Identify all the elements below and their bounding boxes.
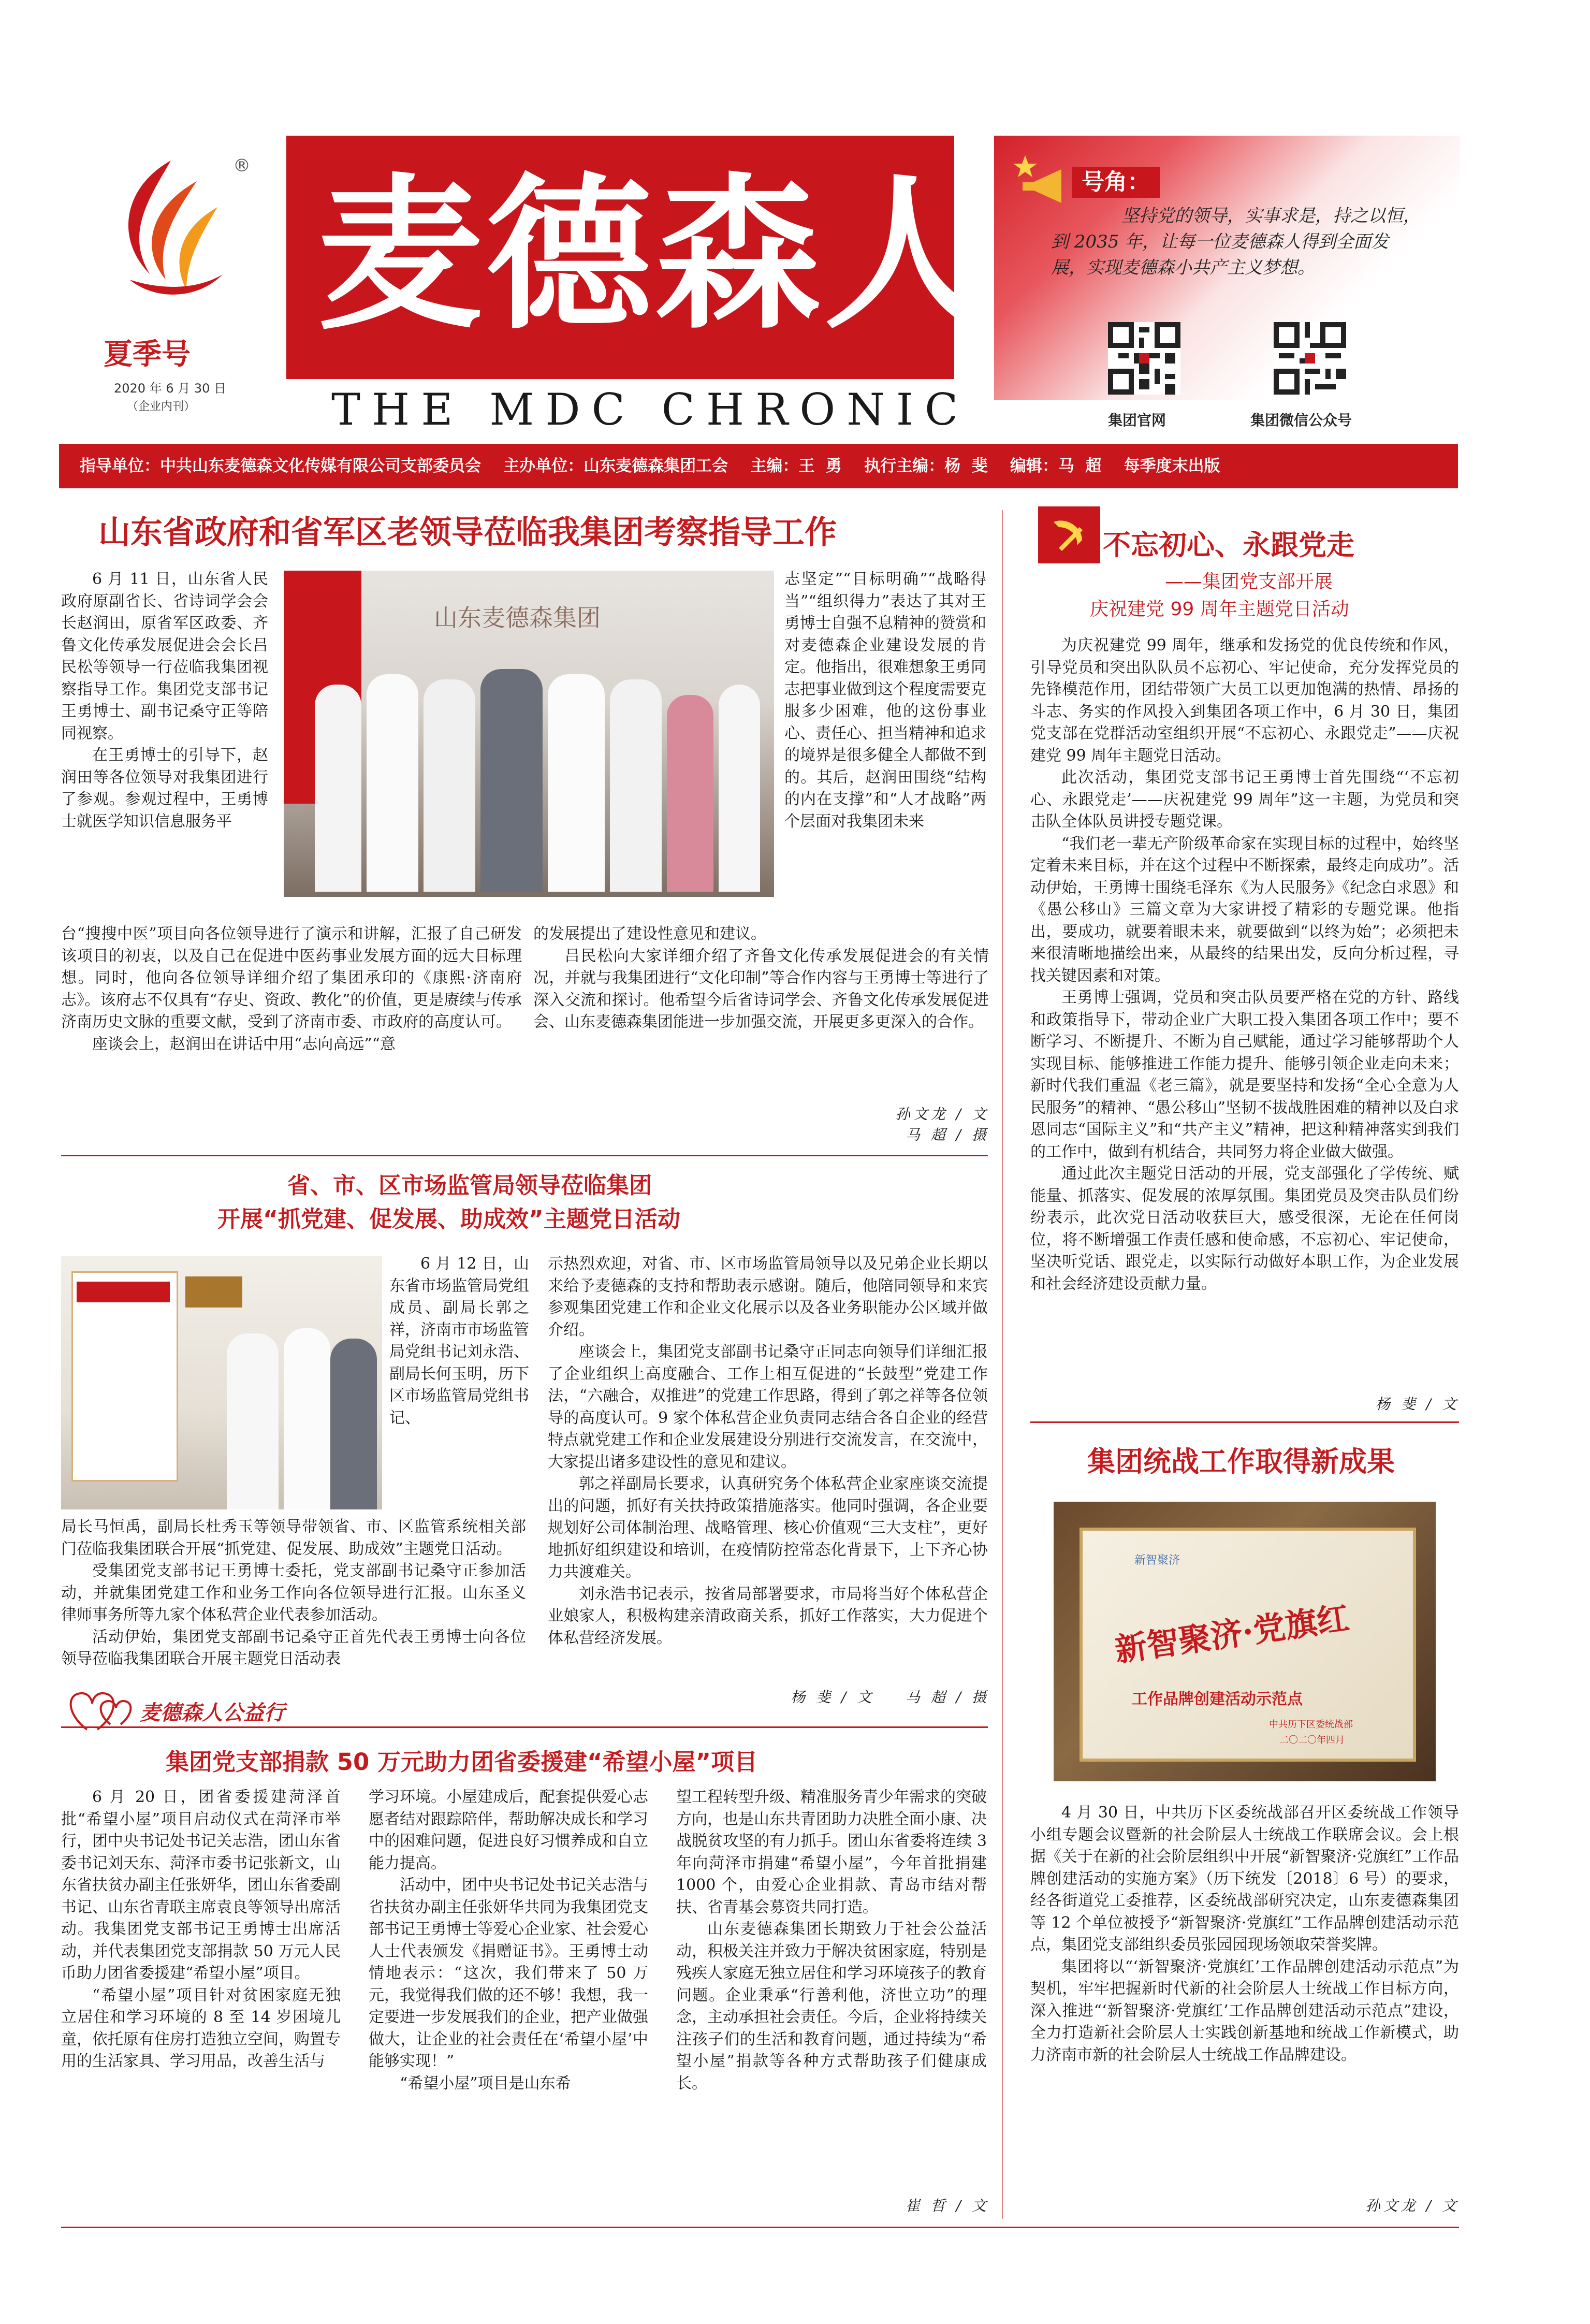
photo-people — [315, 664, 760, 897]
horn-panel — [994, 136, 1460, 400]
season-label: 夏季号 — [104, 338, 191, 371]
bottom-rule — [61, 2227, 1459, 2228]
article2-paragraph: 座谈会上，集团党支部副书记桑守正同志向领导们详细汇报了企业组织上高度融合、工作上相互促进的“长鼓型”党建工作法，“六融合，双推进”的党建工作思路，得到了郭之祥等各位领导的高度认可。9 家个体私营企业负责同志结合各自企业的经营特点就党建工作和企业发展建设分别进行交流发言，在交流中，大家提出诸多建设性的意见和建议。 — [548, 1343, 988, 1471]
article4-subhead2: 庆祝建党 99 周年主题党日活动 — [1090, 599, 1349, 620]
qr-official-site[interactable] — [1108, 322, 1180, 395]
article4-subhead1: ——集团党支部开展 — [1165, 571, 1333, 592]
award-plaque — [1054, 1502, 1436, 1781]
masthead-english-title: THE MDC CHRONIC — [331, 384, 970, 435]
article3-paragraph: 活动中，团中央书记处书记关志浩与省扶贫办副主任张妍华共同为我集团党支部书记王勇博士等爱心企业家、社会爱心人士代表颁发《捐赠证书》。王勇博士动情地表示：“这次，我们带来了 50 万元，我觉得我们做的还不够！我想，我一定要进一步发展我们的企业，把产业做强做大，让企业的社会责任在‘希望小屋’中能够实现！” — [369, 1876, 648, 2070]
plaque-title: 新智聚济·党旗红 — [1112, 1599, 1352, 1669]
plaque-subtitle: 工作品牌创建活动示范点 — [1132, 1690, 1303, 1708]
article3-headline: 集团党支部捐款 50 万元助力团省委援建“希望小屋”项目 — [166, 1748, 758, 1776]
article2-col2 — [548, 1253, 988, 1649]
article1-col1 — [61, 569, 268, 833]
article1-wide-right — [533, 923, 989, 1034]
article1-paragraph: 的发展提出了建设性意见和建议。 — [533, 925, 766, 943]
qr-official-label: 集团官网 — [1108, 412, 1166, 429]
article1-paragraph: 志坚定”“目标明确”“战略得当”“组织得力”表达了其对王勇博士自强不息精神的赞赏和对麦德森企业建设发展的肯定。他指出，很难想象王勇同志把事业做到这个程度需要克服多少困难，他的这份事业心、责任心、担当精神和追求的境界是很多健全人都做不到的。其后，赵润田围绕“结构的内在支撑”和“人才战略”两个层面对我集团未来 — [784, 570, 986, 831]
article5-headline: 集团统战工作取得新成果 — [1087, 1445, 1395, 1478]
masthead — [0, 0, 1590, 440]
article2-paragraph: 受集团党支部书记王勇博士委托，党支部副书记桑守正参加活动，并就集团党建工作和业务工作向各位领导进行汇报。山东圣义律师事务所等九家个体私营企业代表参加活动。 — [61, 1562, 526, 1624]
article3-paragraph: 6 月 20 日，团省委援建菏泽首批“希望小屋”项目启动仪式在菏泽市举行，团中央书记处书记关志浩，团山东省委书记刘天东、菏泽市委书记张新文，山东省扶贫办副主任张妍华，团山东省委副书记、山东省青联主席袁良等领导出席活动。我集团党支部书记王勇博士出席活动，并代表集团党支部捐款 50 万元人民币助力团省委援建“希望小屋”项目。 — [61, 1788, 341, 1982]
article1-byline-author: 孙文龙 / 文 — [895, 1106, 989, 1123]
article3-paragraph: 望工程转型升级、精准服务青少年需求的突破方向，也是山东共青团助力决胜全面小康、决战脱贫攻坚的有力抓手。团山东省委将连续 3 年向菏泽市捐建“希望小屋”，今年首批捐建 1000 个，由爱心企业捐款、青岛市结对帮扶、省青基会募资共同打造。 — [676, 1788, 987, 1916]
article2-paragraph: 郭之祥副局长要求，认真研究务个体私营企业家座谈交流提出的问题，抓好有关扶持政策措施落实。他同时强调，各企业要规划好公司体制治理、战略管理、核心价值观“三大支柱”，更好地抓好组织建设和培训，在疫情防控常态化背景下，上下齐心协力共渡难关。 — [548, 1475, 988, 1581]
article1-paragraph: 在王勇博士的引导下，赵润田等各位领导对我集团进行了参观。参观过程中，王勇博士就医学知识信息服务平 — [61, 746, 268, 831]
article5-body — [1030, 1802, 1459, 2066]
article1-paragraph: 座谈会上，赵润田在讲话中用“志向高远”“意 — [92, 1035, 396, 1053]
article4-paragraph: “我们老一辈无产阶级革命家在实现目标的过程中，始终坚定着未来目标，并在这个过程中不断探索，最终走向成功”。活动伊始，王勇博士围绕毛泽东《为人民服务》《纪念白求恩》和《愚公移山》三篇文章为大家讲授了精彩的专题党课。他指出，要成功，就要着眼未来，就要做到“以终为始”；必须把未来很清晰地描绘出来，从最终的结果出发，反向分析过程，寻找关键因素和对策。 — [1030, 834, 1459, 985]
article2-paragraph: 局长马恒禹，副局长杜秀玉等领导带领省、市、区监管系统相关部门莅临我集团联合开展“抓党建、促发展、助成效”主题党日活动。 — [61, 1518, 526, 1558]
article4-paragraph: 王勇博士强调，党员和突击队员要严格在党的方针、路线和政策指导下，带动企业广大职工投入集团各项工作中；要不断学习、不断提升、不断为自己赋能，通过学习能够帮助个人实现目标、能够推进工作能力提升、能够引领企业走向未来；新时代我们重温《老三篇》，就是要坚持和发扬“全心全意为人民服务”的精神、“愚公移山”坚韧不拔战胜困难的精神以及白求恩同志“国际主义”和“共产主义”精神，把这种精神落实到我们的工作中，做到有机结合，共同努力将企业做大做强。 — [1030, 989, 1459, 1161]
article3-byline: 崔 哲 / 文 — [905, 2197, 989, 2214]
horn-text: 坚持党的领导，实事求是，持之以恒，到 2035 年，让每一位麦德森人得到全面发展，实现麦德森小共产主义梦想。 — [1051, 206, 1421, 278]
article2-headline-line1: 省、市、区市场监管局领导莅临集团 — [287, 1172, 652, 1199]
info-bar-text: 指导单位：中共山东麦德森文化传媒有限公司支部委员会 主办单位：山东麦德森集团工会 主编：王 勇 执行主编：杨 斐 编辑：马 超 每季度末出版 — [80, 457, 1220, 475]
article3-paragraph: 学习环境。小屋建成后，配套提供爱心志愿者结对跟踪陪伴，帮助解决成长和学习中的困难问题，促进良好习惯养成和自立能力提高。 — [369, 1788, 648, 1872]
article3-paragraph: “希望小屋”项目针对贫困家庭无独立居住和学习环境的 8 至 14 岁困境儿童，依托原有住房打造独立空间，购置专用的生活家具、学习用品，改善生活与 — [61, 1986, 341, 2070]
article4-body — [1030, 635, 1459, 1295]
article1-col3 — [784, 569, 986, 833]
article5-paragraph: 集团将以“‘新智聚济·党旗红’工作品牌创建活动示范点”为契机，牢牢把握新时代新的社会阶层人士统战工作目标方向，深入推进“‘新智聚济·党旗红’工作品牌创建活动示范点”建设，全力打造新社会阶层人士实践创新基地和统战工作新模式，助力济南市新的社会阶层人士统战工作品牌建设。 — [1030, 1957, 1459, 2064]
horn-label: 号角： — [1072, 167, 1160, 198]
column-separator — [1002, 510, 1003, 2219]
mdc-logo-icon — [93, 150, 238, 306]
issue-date: 2020 年 6 月 30 日 — [114, 381, 227, 396]
article3-section-label: 麦德森人公益行 — [140, 1701, 285, 1725]
article1-photo — [284, 571, 774, 897]
photo-wall-sign: 山东麦德森集团 — [434, 604, 601, 632]
article2-paragraph: 活动伊始，集团党支部副书记桑守正首先代表王勇博士向各位领导莅临我集团联合开展主题党日活动表 — [61, 1628, 526, 1668]
article2-headline-line2: 开展“抓党建、促发展、助成效”主题党日活动 — [217, 1206, 680, 1232]
article1-headline: 山东省政府和省军区老领导莅临我集团考察指导工作 — [98, 513, 837, 551]
registered-mark: ® — [233, 155, 251, 176]
plaque-org: 中共历下区委统战部 — [1269, 1719, 1353, 1730]
article4-byline: 杨 斐 / 文 — [1375, 1396, 1460, 1413]
article4-paragraph: 通过此次主题党日活动的开展，党支部强化了学传统、赋能量、抓落实、促发展的浓厚氛围。集团党员及突击队员们纷纷表示，此次党日活动收获巨大，感受很深，无论在任何岗位，将不断增强工作责任感和使命感，不忘初心、牢记使命，坚决听党话、跟党走，以实际行动做好本职工作，为企业发展和社会经济建设贡献力量。 — [1030, 1165, 1459, 1293]
article4-headline: 不忘初心、永跟党走 — [1103, 529, 1354, 561]
internal-note: （企业内刊） — [127, 400, 196, 413]
title-box — [286, 136, 993, 379]
article4-paragraph: 此次活动，集团党支部书记王勇博士首先围绕“‘不忘初心、永跟党走’——庆祝建党 99 周年”这一主题，为党员和突击队全体队员讲授专题党课。 — [1030, 768, 1459, 831]
article1-byline-photo: 马 超 / 摄 — [905, 1126, 989, 1143]
article4-paragraph: 为庆祝建党 99 周年，继承和发扬党的优良传统和作风，引导党员和突出队队员不忘初心、牢记使命，充分发挥党员的先锋模范作用，团结带领广大员工以更加饱满的热情、昂扬的斗志、务实的作风投入到集团各项工作中，6 月 30 日，集团党支部在党群活动室组织开展“不忘初心、永跟党走”——庆祝建党 99 周年主题党日活动。 — [1030, 636, 1459, 765]
divider — [61, 1726, 988, 1728]
article2-col1-wide — [61, 1516, 526, 1671]
article2-photo — [61, 1256, 382, 1509]
plaque-face — [1080, 1528, 1416, 1762]
article3-col2 — [369, 1786, 648, 2095]
masthead-title: 麦德森人 — [317, 157, 993, 352]
hearts-icon — [61, 1683, 144, 1745]
article1-paragraph: 6 月 11 日，山东省人民政府原副省长、省诗词学会会长赵润田，原省军区政委、齐鲁文化传承发展促进会会长吕民松等领导一行莅临我集团视察指导工作。集团党支部书记王勇博士、副书记桑守正等陪同视察。 — [61, 570, 268, 743]
article2-paragraph: 6 月 12 日，山东省市场监管局党组成员、副局长郭之祥，济南市市场监管局党组书记刘永浩、副局长何玉明，历下区市场监管局党组书记、 — [389, 1255, 529, 1427]
article2-byline: 杨 斐 / 文 马 超 / 摄 — [791, 1689, 989, 1706]
qr-wechat[interactable] — [1274, 322, 1346, 395]
party-emblem-icon — [1038, 506, 1100, 563]
article1-paragraph: 台“搜搜中医”项目向各位领导进行了演示和讲解，汇报了自己研发该项目的初衷，以及自己在促进中医药事业发展方面的远大目标理想。同时，他向各位领导详细介绍了集团承印的《康熙·济南府志》。该府志不仅具有“存史、资政、教化”的价值，更是赓续与传承济南历史文脉的重要文献，受到了济南市委、市政府的高度认可。 — [61, 925, 522, 1031]
article5-paragraph: 4 月 30 日，中共历下区委统战部召开区委统战工作领导小组专题会议暨新的社会阶层人士统战工作联席会议。会上根据《关于在新的社会阶层组织中开展“新智聚济·党旗红”工作品牌创建活动的实施方案》（历下统发〔2018〕6 号）的要求，经各街道党工委推荐，区委统战部研究决定，山东麦德森集团等 12 个单位被授予“新智聚济·党旗红”工作品牌创建活动示范点，集团党支部组织委员张园园现场领取荣誉奖牌。 — [1030, 1804, 1459, 1954]
article3-col1 — [61, 1786, 341, 2073]
article2-col1-narrow — [389, 1253, 529, 1429]
divider — [61, 1155, 988, 1156]
article3-paragraph: “希望小屋”项目是山东希 — [400, 2074, 571, 2093]
article3-col3 — [676, 1786, 987, 2095]
article5-byline: 孙文龙 / 文 — [1365, 2197, 1460, 2214]
qr-wechat-label: 集团微信公众号 — [1250, 412, 1352, 429]
article3-paragraph: 山东麦德森集团长期致力于社会公益活动，积极关注并致力于解决贫困家庭，特别是残疾人家庭无独立居住和学习环境孩子的教育问题。企业秉承“行善利他，济世立功”的理念，主动承担社会责任。今后，企业将持续关注孩子们的生活和教育问题，通过持续为“希望小屋”捐款等各种方式帮助孩子们健康成长。 — [676, 1920, 987, 2093]
photo-display-board — [71, 1271, 178, 1481]
article2-paragraph: 刘永浩书记表示，按省局部署要求，市局将当好个体私营企业娘家人，积极构建亲清政商关系，抓好工作落实，大力促进个体私营经济发展。 — [548, 1585, 988, 1647]
divider — [1030, 1421, 1459, 1423]
article2-paragraph: 示热烈欢迎，对省、市、区市场监管局领导以及兄弟企业长期以来给予麦德森的支持和帮助表示感谢。随后，他陪同领导和来宾参观集团党建工作和企业文化展示以及各业务职能办公区域并做介绍。 — [548, 1255, 988, 1339]
plaque-logo-text: 新智聚济 — [1134, 1554, 1180, 1567]
article1-wide-left — [61, 923, 522, 1055]
article1-paragraph: 吕民松向大家详细介绍了齐鲁文化传承发展促进会的有关情况，并就与我集团进行“文化印制”等合作内容与王勇博士等进行了深入交流和探讨。他希望今后省诗词学会、齐鲁文化传承发展促进会、山东麦德森集团能进一步加强交流，开展更多更深入的合作。 — [533, 947, 989, 1031]
plaque-date: 二〇二〇年四月 — [1279, 1735, 1345, 1746]
info-bar — [59, 444, 1458, 488]
